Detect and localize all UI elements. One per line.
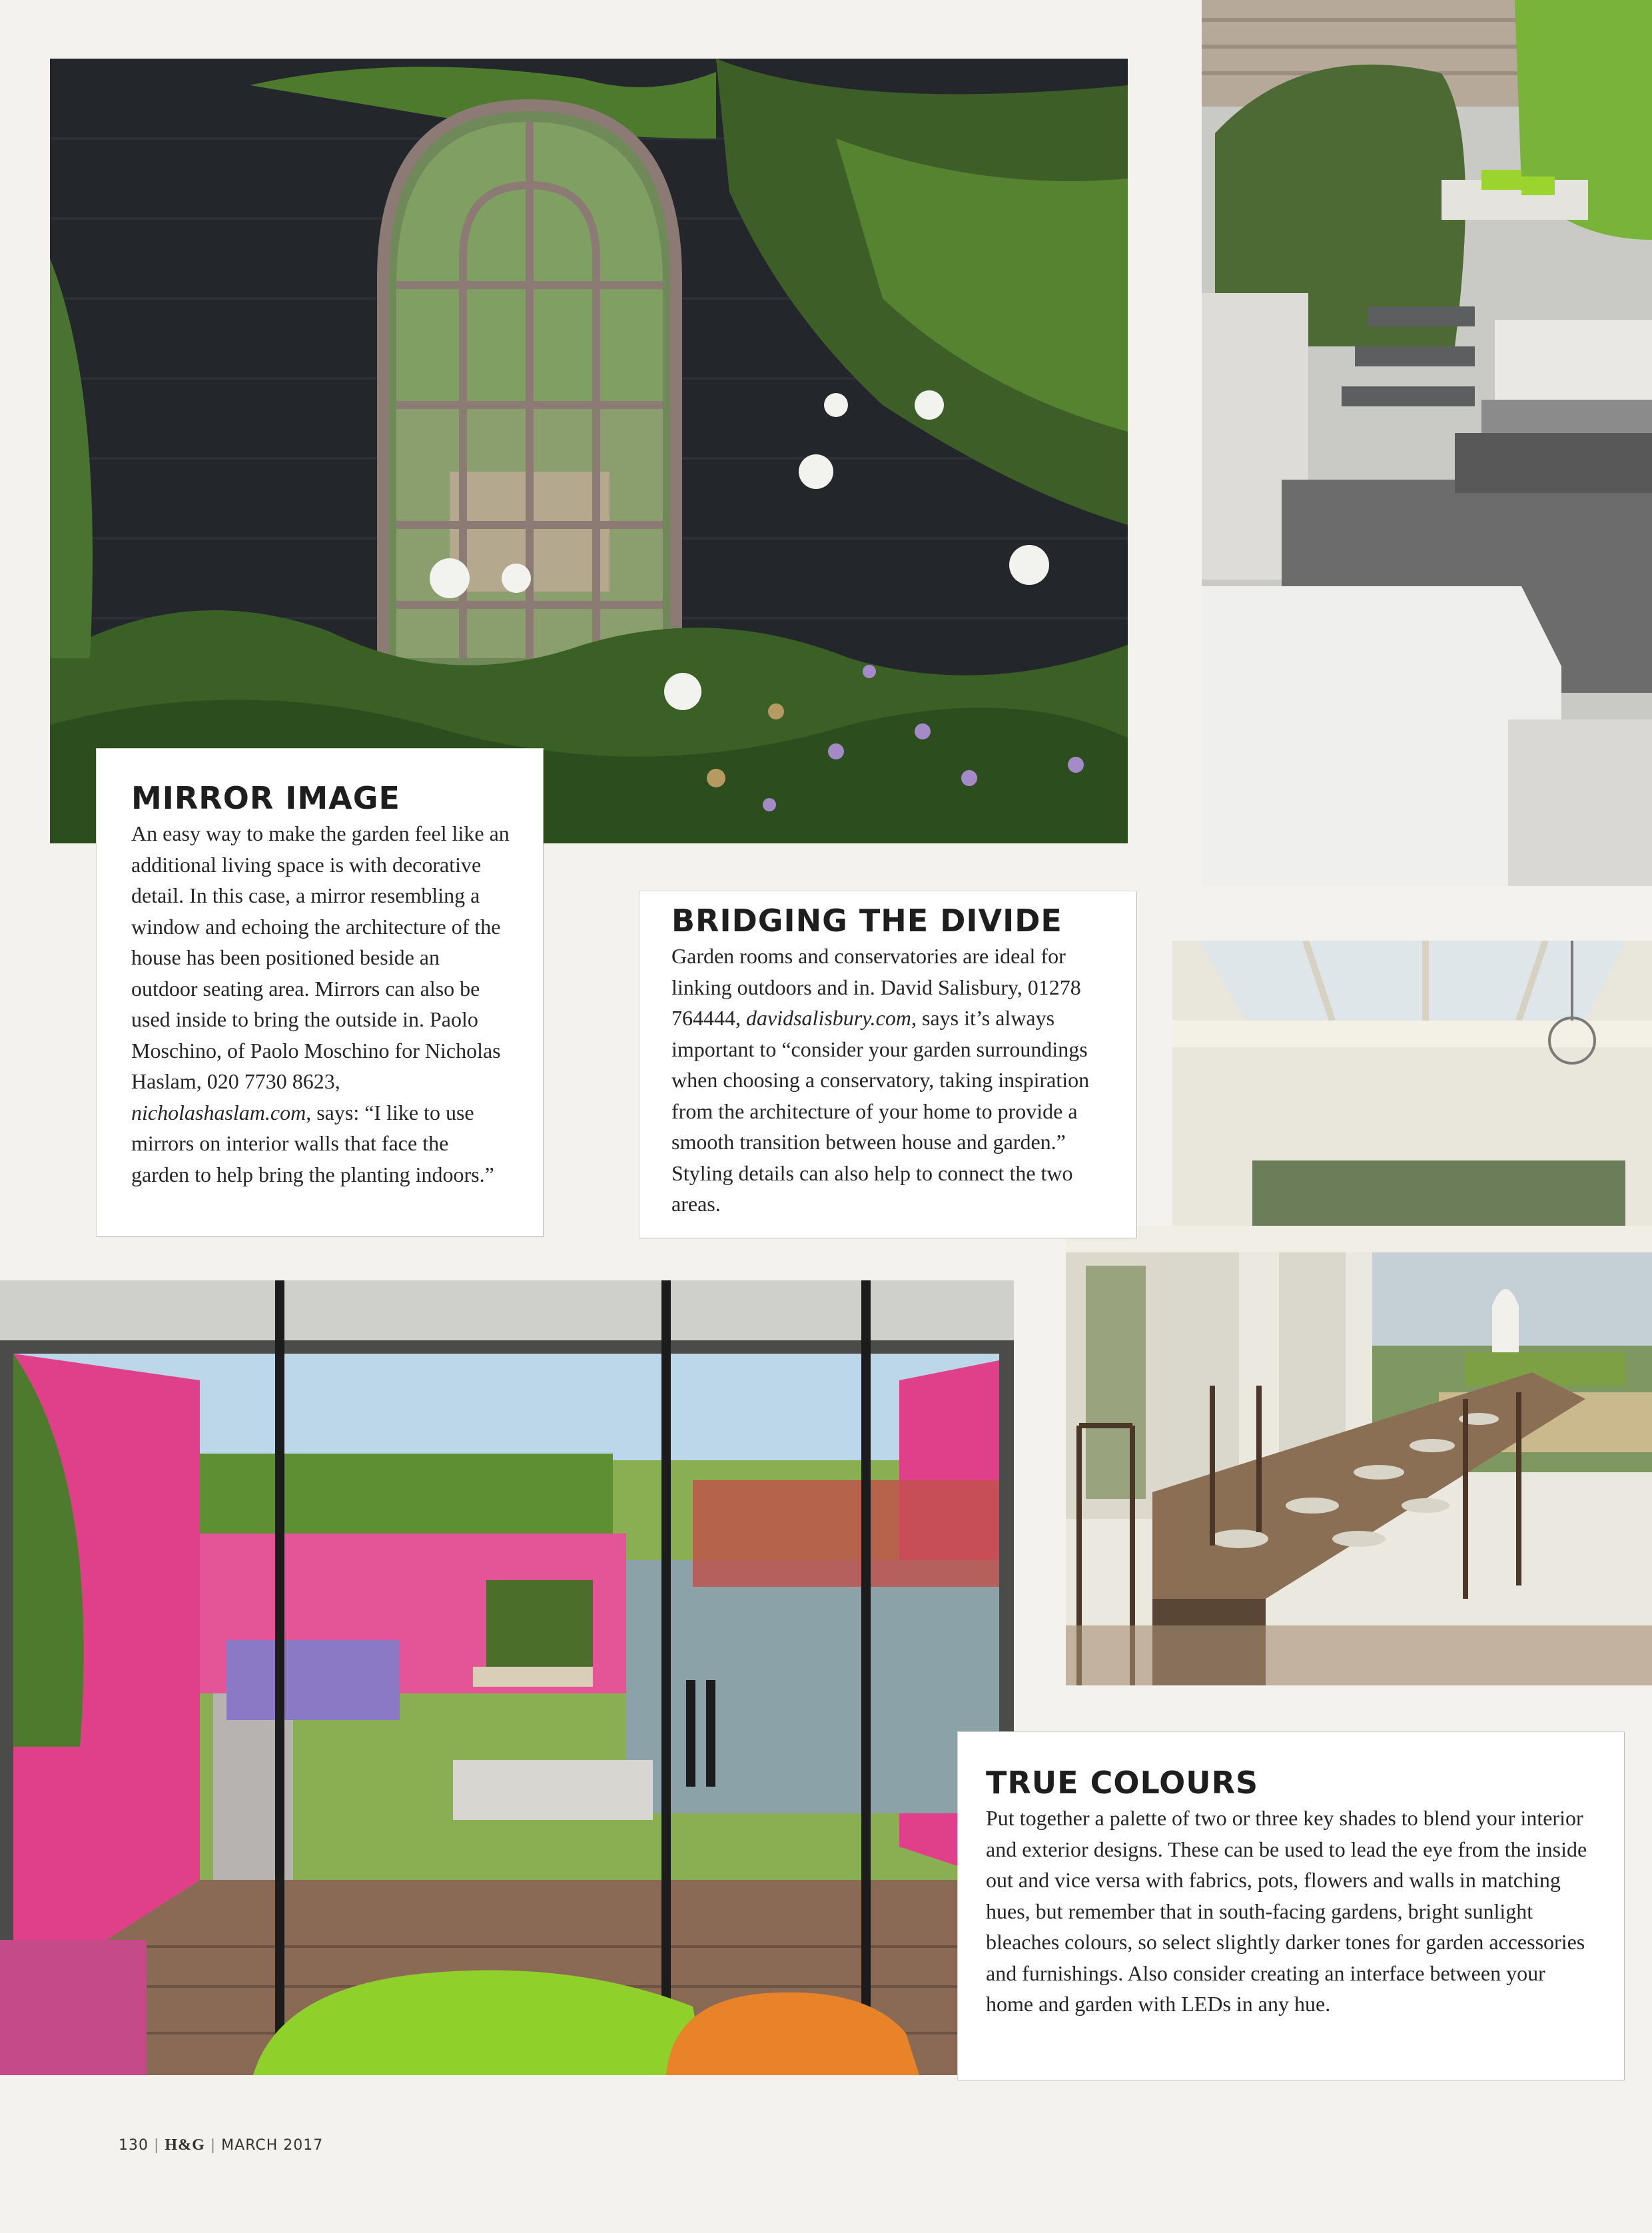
body-bridging-intro: Garden rooms and conservatories are ideal for linking outdoors and in. David Salisbury, 01278 764444, bbox=[671, 944, 1081, 1031]
link-davidsalisbury[interactable]: davidsalisbury.com bbox=[746, 1006, 911, 1031]
body-mirror-intro: An easy way to make the garden feel like an additional living space is with decorative detail. In this case, a mirror resembling a window and echoing the architecture of the house has been positioned beside an outdoor seating area. Mirrors can also be used inside to bring the outside in. Paolo Moschino, of Paolo Moschino for Nicholas Haslam, 020 7730 8623, bbox=[131, 821, 510, 1094]
footer-separator: | bbox=[210, 2137, 216, 2154]
caption-true-colours bbox=[958, 1732, 1624, 2080]
photo-conservatory-interior bbox=[1172, 941, 1652, 1243]
heading-bridging-the-divide: BRIDGING THE DIVIDE bbox=[671, 903, 1062, 939]
link-nicholashaslam[interactable]: nicholashaslam.com bbox=[131, 1100, 306, 1124]
body-bridging-the-divide bbox=[671, 941, 1116, 1220]
issue-date: MARCH 2017 bbox=[221, 2137, 324, 2154]
page-footer bbox=[119, 2136, 323, 2154]
photo-conservatory-dining bbox=[1066, 1226, 1652, 1685]
photo-pink-garden bbox=[0, 1280, 1014, 2075]
page-number: 130 bbox=[119, 2137, 149, 2154]
body-mirror-image bbox=[131, 818, 510, 1190]
body-mirror-outro: , says: “I like to use mirrors on interior walls that face the garden to help bring the planting indoors.” bbox=[131, 1100, 494, 1186]
heading-mirror-image: MIRROR IMAGE bbox=[131, 780, 400, 816]
caption-mirror-image bbox=[97, 749, 543, 1236]
magazine-name: H&G bbox=[165, 2136, 205, 2154]
photo-mirror-garden bbox=[50, 59, 1128, 843]
body-bridging-outro: , says it’s always important to “consider your garden surroundings when choosing a conservatory, taking inspiration from the architecture of your home to provide a smooth transition between house and garden.” Styling details can also help to connect the two areas. bbox=[671, 1006, 1090, 1216]
heading-true-colours: TRUE COLOURS bbox=[986, 1765, 1259, 1801]
body-true-colours: Put together a palette of two or three key shades to blend your interior and exterior designs. These can be used to lead the eye from the inside out and vice versa with fabrics, pots, flowers and walls in matching hues, but remember that in south-facing gardens, bright sunlight bleaches colours, so select slightly darker tones for garden accessories and furnishings. Also consider creating an interface between your home and garden with LEDs in any hue. bbox=[986, 1806, 1587, 2016]
photo-garden-terrace bbox=[1202, 0, 1652, 886]
caption-bridging-the-divide bbox=[639, 891, 1136, 1238]
footer-separator: | bbox=[154, 2137, 160, 2154]
